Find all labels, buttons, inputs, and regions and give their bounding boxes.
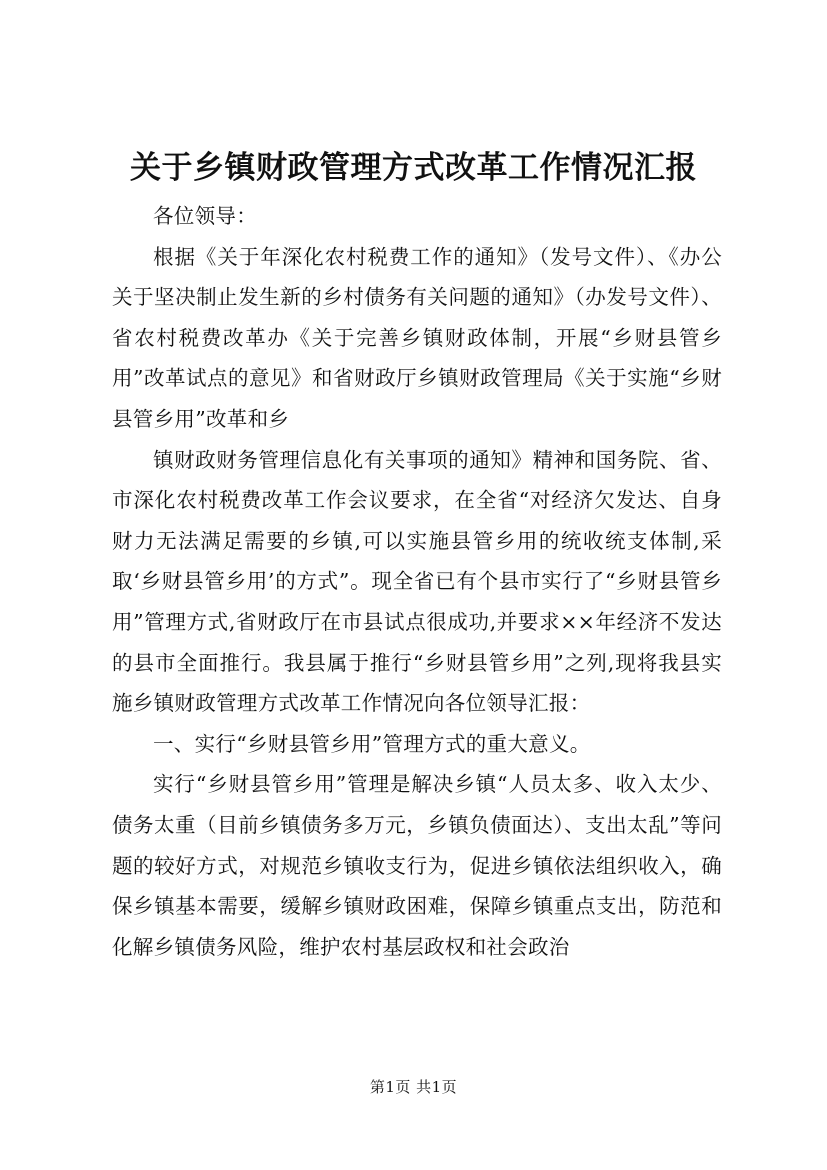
salutation-paragraph: 各位领导： <box>153 204 257 228</box>
document-body <box>112 196 722 967</box>
document-title: 关于乡镇财政管理方式改革工作情况汇报 <box>130 150 697 186</box>
section-heading-significance: 一、实行“乡财县管乡用”管理方式的重大意义。 <box>153 731 591 756</box>
body-paragraph-requirements: 镇财政财务管理信息化有关事项的通知》精神和国务院、省、市深化农村税费改革工作会议要求，在全省“对经济欠发达、自身财力无法满足需要的乡镇,可以实施县管乡用的统收统支体制,采取‘乡财县管乡用’的方式”。现全省已有个县市实行了“乡财县管乡用”管理方式,省财政厅在市县试点很成功,并要求××年经济不发达的县市全面推行。我县属于推行“乡财县管乡用”之列,现将我县实施乡镇财政管理方式改革工作情况向各位领导汇报： <box>112 447 722 716</box>
body-paragraph-basis: 根据《关于年深化农村税费工作的通知》（发号文件）、《办公关于坚决制止发生新的乡村债务有关问题的通知》（办发号文件）、省农村税费改革办《关于完善乡镇财政体制，开展“乡财县管乡用”改革试点的意见》和省财政厅乡镇财政管理局《关于实施“乡财县管乡用”改革和乡 <box>112 244 722 431</box>
page-number-footer: 第1页 共1页 <box>369 1078 458 1096</box>
body-paragraph-significance: 实行“乡财县管乡用”管理是解决乡镇“人员太多、收入太少、债务太重（目前乡镇债务多万元，乡镇负债面达）、支出太乱”等问题的较好方式，对规范乡镇收支行为，促进乡镇依法组织收入，确保乡镇基本需要，缓解乡镇财政困难，保障乡镇重点支出，防范和化解乡镇债务风险，维护农村基层政权和社会政治 <box>112 772 722 959</box>
